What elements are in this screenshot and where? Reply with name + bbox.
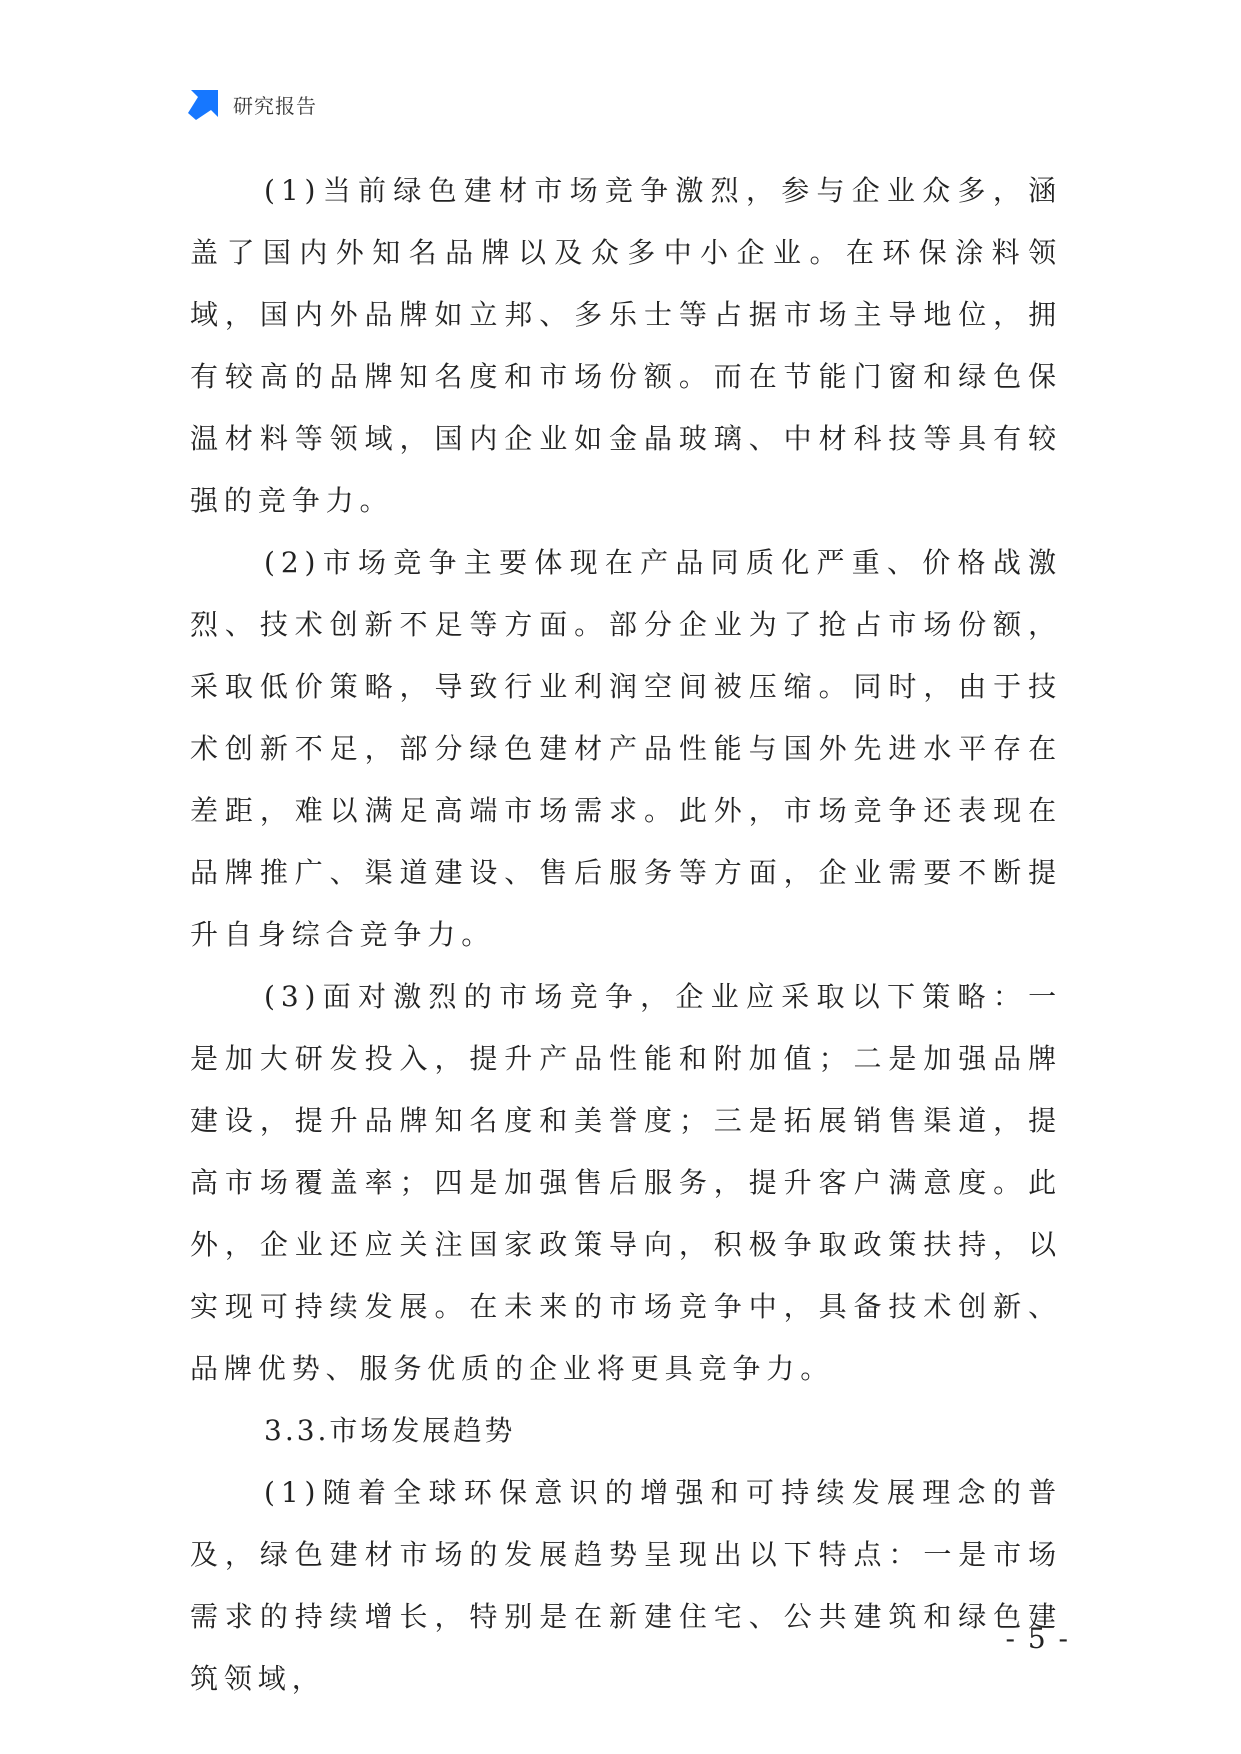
page-number: - 5 - [1005, 1622, 1070, 1655]
paragraph-1: (1)当前绿色建材市场竞争激烈，参与企业众多，涵盖了国内外知名品牌以及众多中小企业。在环保涂料领域，国内外品牌如立邦、多乐士等占据市场主导地位，拥有较高的品牌知名度和市场份额。而在节能门窗和绿色保温材料等领域，国内企业如金晶玻璃、中材科技等具有较强的竞争力。 [190, 174, 1062, 517]
paragraph-3: (3)面对激烈的市场竞争，企业应采取以下策略：一是加大研发投入，提升产品性能和附加值；二是加强品牌建设，提升品牌知名度和美誉度；三是拓展销售渠道，提高市场覆盖率；四是加强售后服务，提升客户满意度。此外，企业还应关注国家政策导向，积极争取政策扶持，以实现可持续发展。在未来的市场竞争中，具备技术创新、品牌优势、服务优质的企业将更具竞争力。 [190, 980, 1062, 1385]
header-title: 研究报告 [233, 93, 317, 118]
report-header [187, 86, 317, 122]
document-body [190, 160, 1062, 1710]
paragraph-4: (1)随着全球环保意识的增强和可持续发展理念的普及，绿色建材市场的发展趋势呈现出以下特点：一是市场需求的持续增长，特别是在新建住宅、公共建筑和绿色建筑领域， [190, 1476, 1062, 1695]
section-heading: 3.3.市场发展趋势 [264, 1414, 516, 1447]
arrow-up-right-icon [187, 87, 221, 121]
paragraph-2: (2)市场竞争主要体现在产品同质化严重、价格战激烈、技术创新不足等方面。部分企业为了抢占市场份额，采取低价策略，导致行业利润空间被压缩。同时，由于技术创新不足，部分绿色建材产品性能与国外先进水平存在差距，难以满足高端市场需求。此外，市场竞争还表现在品牌推广、渠道建设、售后服务等方面，企业需要不断提升自身综合竞争力。 [190, 546, 1062, 951]
